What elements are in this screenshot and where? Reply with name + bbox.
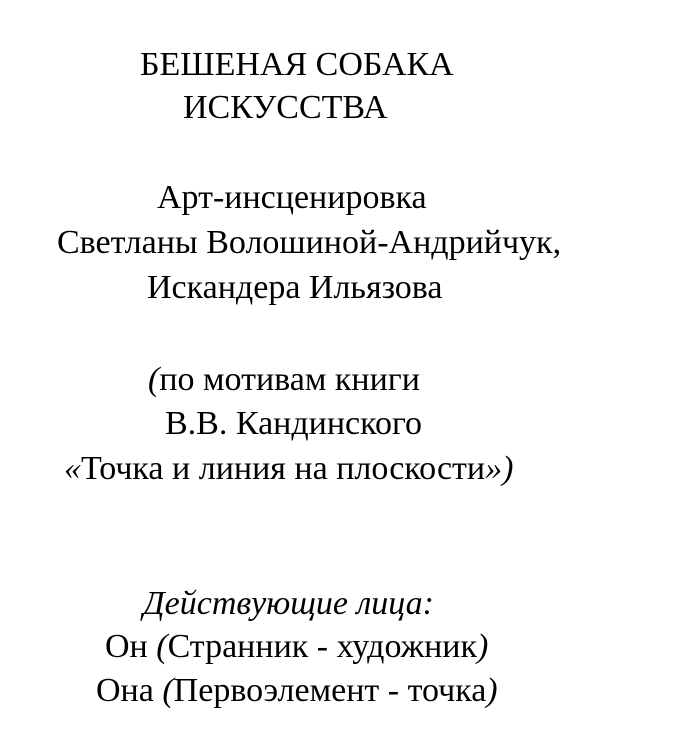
- role-open-paren: (: [156, 628, 168, 665]
- role-description: Странник - художник: [167, 628, 478, 665]
- subtitle-line-1: Арт-инсценировка: [157, 179, 427, 216]
- source-line-3: [64, 452, 513, 486]
- source-line-1: [148, 363, 420, 397]
- source-text-1: по мотивам книги: [159, 361, 420, 398]
- title-line-2: ИСКУССТВА: [183, 89, 388, 126]
- open-quote: «: [64, 450, 81, 487]
- title-line-1: БЕШЕНАЯ СОБАКА: [140, 46, 454, 83]
- role-name: Он: [105, 628, 157, 665]
- source-line-2: В.В. Кандинского: [165, 405, 423, 442]
- cast-heading: Действующие лица:: [143, 585, 435, 622]
- close-quote-paren: »): [485, 450, 514, 487]
- role-description: Первоэлемент - точка: [173, 672, 487, 709]
- subtitle-line-2: Светланы Волошиной-Андрийчук,: [57, 224, 562, 261]
- role-close-paren: ): [477, 628, 489, 665]
- role-name: Она: [96, 672, 163, 709]
- cast-role-2: [96, 674, 498, 708]
- role-close-paren: ): [486, 672, 498, 709]
- open-parenthesis: (: [148, 361, 160, 398]
- book-title: Точка и линия на плоскости: [81, 450, 486, 487]
- cast-role-1: [105, 630, 488, 664]
- subtitle-line-3: Искандера Ильязова: [147, 269, 443, 306]
- role-open-paren: (: [162, 672, 174, 709]
